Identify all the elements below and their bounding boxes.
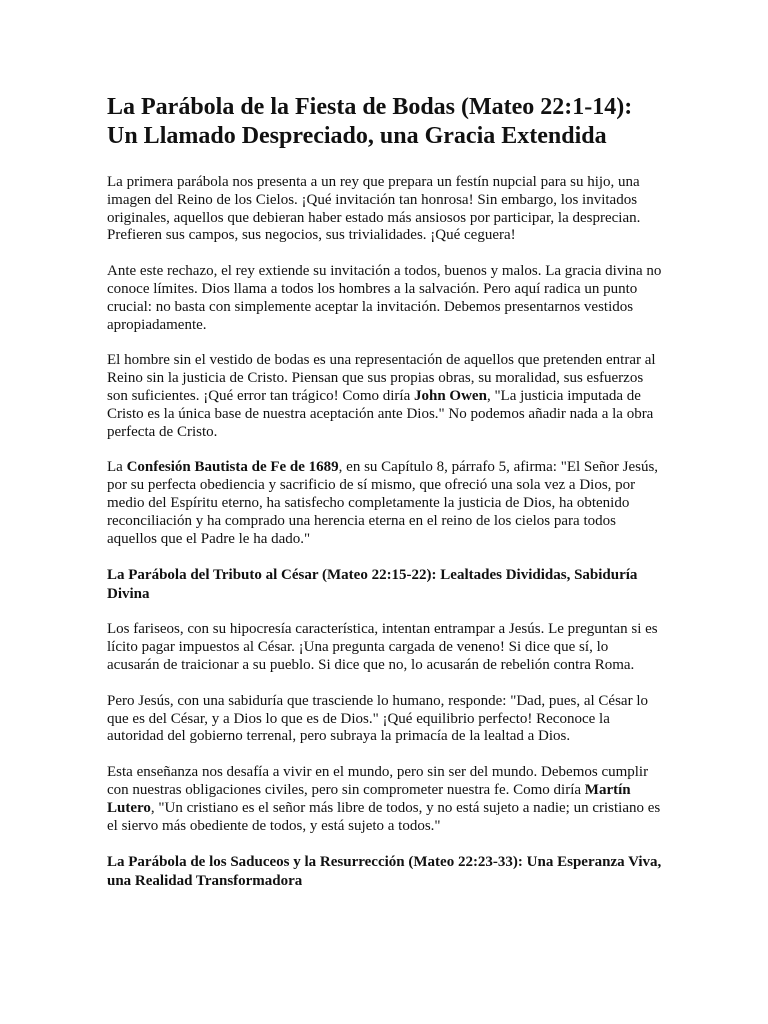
confession-name: Confesión Bautista de Fe de 1689: [126, 459, 339, 476]
paragraph-wedding-garment: [107, 352, 663, 441]
author-name-owen: John Owen: [414, 387, 487, 404]
title-line-1: La Parábola de la Fiesta de Bodas (Mateo 22:1-14):: [107, 94, 633, 120]
paragraph-text: Esta enseñanza nos desafía a vivir en el mundo, pero sin ser del mundo. Debemos cumplir con nuestras obligaciones civiles, pero sin comprometer nuestra fe. Como diría: [107, 764, 649, 798]
paragraph-jesus-answer: Pero Jesús, con una sabiduría que trasciende lo humano, responde: "Dad, pues, al César lo que es del César, y a Dios lo que es de Dios." ¡Qué equilibrio perfecto! Reconoce la autoridad del gobierno terrenal, pero subraya la primacía de la lealtad a Dios.: [107, 692, 648, 745]
paragraph-text: , "Un cristiano es el señor más libre de todos, y no está sujeto a nadie; un cristiano es el siervo más obediente de todos, y está sujeto a todos.": [107, 799, 661, 834]
author-name-lutero: Martín Lutero: [107, 781, 631, 816]
page-title: [107, 93, 663, 151]
paragraph-teaching: [107, 764, 663, 835]
title-line-2: Un Llamado Despreciado, una Gracia Extendida: [107, 123, 607, 149]
section-heading-saduceos: La Parábola de los Saduceos y la Resurrección (Mateo 22:23-33): Una Esperanza Viva, una Realidad Transformadora: [107, 854, 662, 889]
document-page: [107, 93, 663, 908]
section-heading-tributo: La Parábola del Tributo al César (Mateo 22:15-22): Lealtades Divididas, Sabiduría Divina: [107, 567, 638, 602]
paragraph-text: , "La justicia imputada de Cristo es la única base de nuestra aceptación ante Dios." No podemos añadir nada a la obra perfecta de Cristo.: [107, 387, 654, 440]
paragraph-intro: La primera parábola nos presenta a un rey que prepara un festín nupcial para su hijo, una imagen del Reino de los Cielos. ¡Qué invitación tan honrosa! Sin embargo, los invitados originales, aquellos que debieran haber estado más ansiosos por participar, la desprecian. Prefieren sus campos, sus negocios, sus trivialidades. ¡Qué ceguera!: [107, 174, 641, 244]
paragraph-pharisees: Los fariseos, con su hipocresía característica, intentan entrampar a Jesús. Le preguntan si es lícito pagar impuestos al César. ¡Una pregunta cargada de veneno! Si dice que sí, lo acusarán de traicionar a su pueblo. Si dice que no, lo acusarán de rebelión contra Roma.: [107, 621, 658, 673]
paragraph-confession: [107, 459, 663, 548]
paragraph-invitation: Ante este rechazo, el rey extiende su invitación a todos, buenos y malos. La gracia divina no conoce límites. Dios llama a todos los hombres a la salvación. Pero aquí radica un punto crucial: no basta con simplemente aceptar la invitación. Debemos presentarnos vestidos apropiadamente.: [107, 263, 662, 333]
paragraph-text: , en su Capítulo 8, párrafo 5, afirma: "El Señor Jesús, por su perfecta obediencia y sacrificio de sí mismo, que ofreció una sola vez a Dios, por medio del Espíritu eterno, ha satisfecho completamente la justicia de Dios, ha obtenido reconciliación y ha comprado una herencia eterna en el reino de los cielos para todos aquellos que el Padre le ha dado.": [107, 459, 659, 547]
paragraph-text: La: [107, 459, 127, 476]
paragraph-text: El hombre sin el vestido de bodas es una representación de aquellos que pretenden entrar al Reino sin la justicia de Cristo. Piensan que sus propias obras, su moralidad, sus esfuerzos son suficientes. ¡Qué error tan trágico! Como diría: [107, 352, 656, 404]
